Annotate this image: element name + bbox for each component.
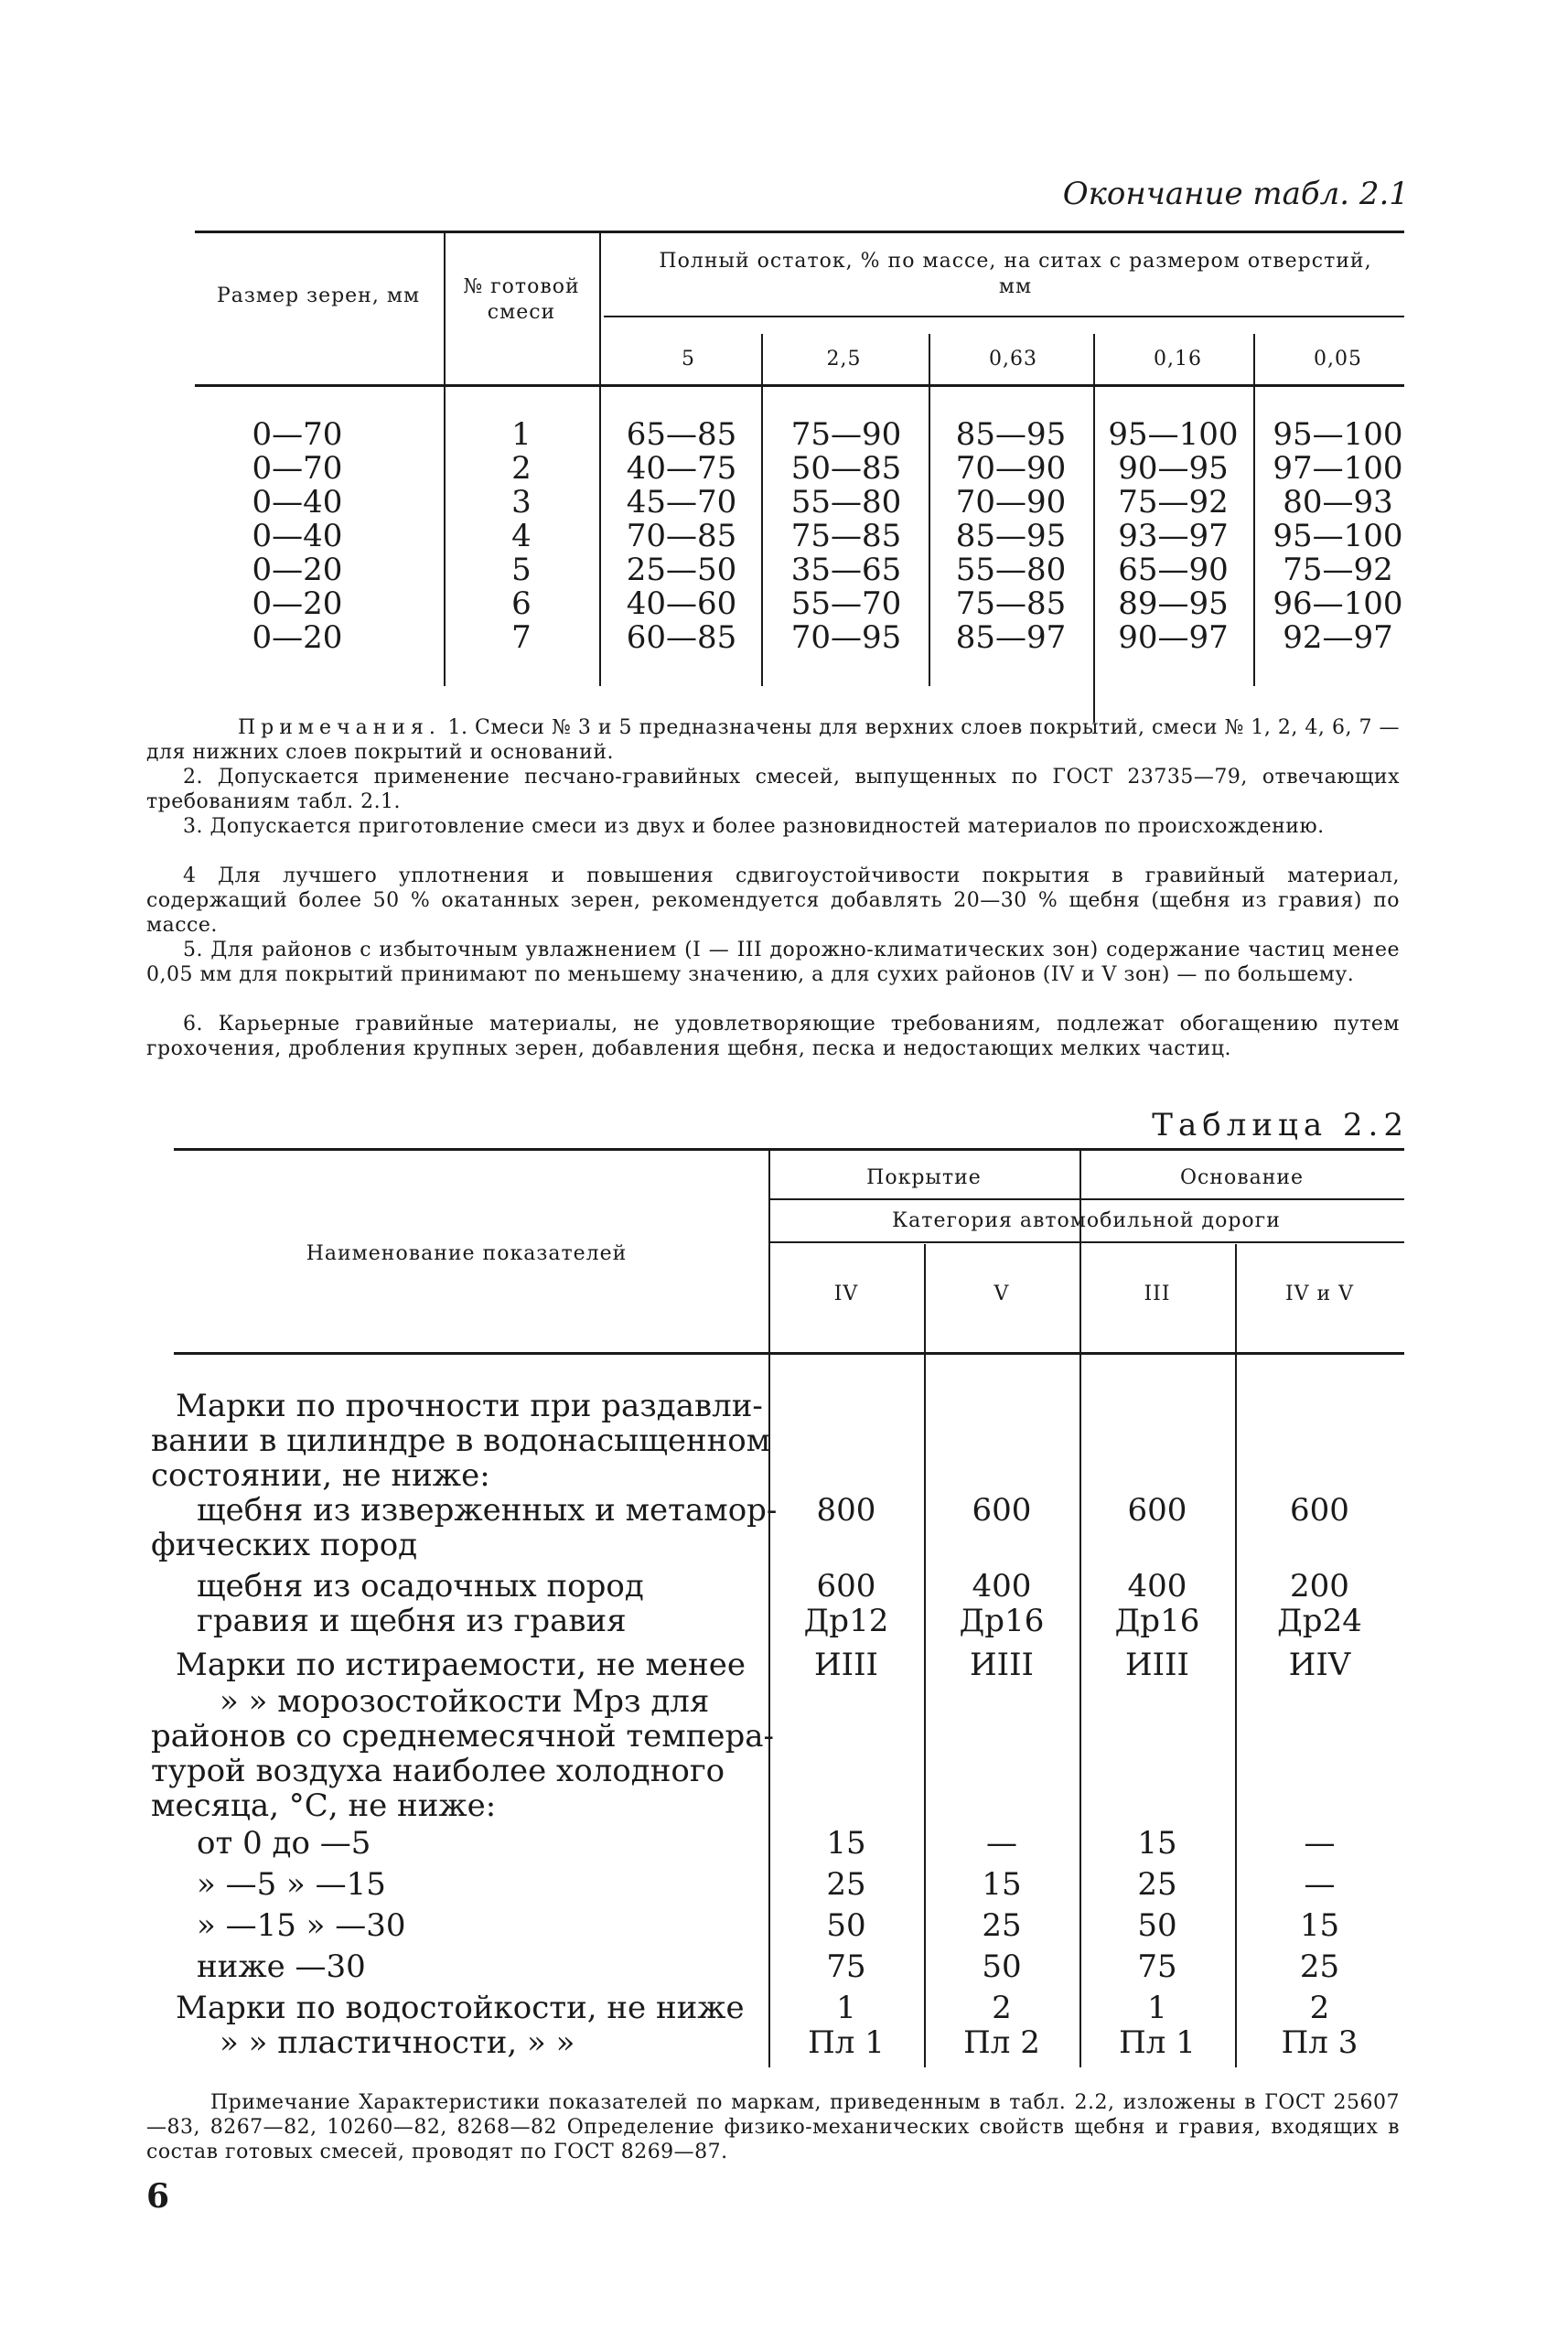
t2-header-rule-1 (768, 1198, 1404, 1200)
t2-cell: Др16 (959, 1603, 1045, 1639)
t1-cell: 75—85 (790, 518, 902, 554)
t1-note-5: 5. Для районов с избыточным увлажнением (I — III дорожно-климатических зон) содержание частиц менее 0,05 мм для покрытий принимают по меньшему значению, а для сухих районов (IV и V зон) — по большему. (146, 939, 1400, 986)
t2-header-coating: Покрытие (866, 1166, 982, 1189)
t2-cell: — (986, 1825, 1017, 1862)
t1-note-6: 6. Карьерные гравийные материалы, не удовлетворяющие требованиям, подлежат обогащению путем грохочения, дробления крупных зерен, добавления щебня, песка и недостающих мелких частиц. (146, 1013, 1400, 1060)
t1-cell: 95—100 (1273, 518, 1403, 554)
t2-cell: Др24 (1277, 1603, 1362, 1639)
t1-sieve-4: 0,16 (1154, 348, 1202, 370)
t1-cell: 70—90 (955, 450, 1067, 487)
t1-cell: 60—85 (626, 619, 737, 656)
t1-cell: 75—85 (955, 585, 1067, 622)
t1-sieve-3: 0,63 (989, 348, 1037, 370)
t2-cell: ИIV (1288, 1647, 1351, 1683)
t2-cell: ИIII (1125, 1647, 1189, 1683)
t1-cell: 89—95 (1118, 585, 1229, 622)
t2-cell: 50 (1137, 1907, 1177, 1944)
t1-note-2: 2. Допускается применение песчано-гравийных смесей, выпущенных по ГОСТ 23735—79, отвечающих требованиям табл. 2.1. (146, 766, 1400, 813)
t2-cell: 2 (992, 1990, 1012, 2026)
t1-cell: 50—85 (790, 450, 902, 487)
t1-header-size: Размер зерен, мм (216, 284, 421, 307)
t1-cell: 55—80 (790, 484, 902, 521)
t2-cell: 50 (982, 1948, 1022, 1985)
t1-cell-mix: 4 (511, 518, 532, 554)
t1-cell: 92—97 (1283, 619, 1393, 656)
t2-cell: 400 (1127, 1568, 1187, 1605)
table1-top-rule (195, 231, 1404, 233)
t1-header-subrule (604, 316, 1404, 317)
t2-cell: 1 (836, 1990, 856, 2026)
t2-header-base: Основание (1179, 1166, 1305, 1189)
t1-cell: 65—90 (1118, 552, 1229, 588)
t1-vline-6 (1253, 334, 1255, 686)
t2-cell: 400 (972, 1568, 1032, 1605)
t1-cell: 80—93 (1283, 484, 1393, 521)
t1-cell-mix: 2 (511, 450, 532, 487)
t1-sieve-1: 5 (682, 348, 695, 370)
t1-cell-size: 0—20 (252, 585, 343, 622)
t1-cell: 97—100 (1273, 450, 1403, 487)
page-number: 6 (146, 2177, 170, 2216)
t1-notes-title: Примечания. (238, 716, 441, 739)
t1-cell: 75—90 (790, 416, 902, 453)
t2-cell: 15 (1299, 1907, 1340, 1944)
t1-cell: 70—85 (626, 518, 737, 554)
t1-cell: 90—97 (1118, 619, 1229, 656)
t2-row-label: ниже —30 (197, 1948, 366, 1985)
t2-cell: 600 (1127, 1492, 1187, 1529)
t2-cell: 15 (982, 1866, 1022, 1903)
t2-cat-2: V (993, 1283, 1010, 1305)
t1-cell-mix: 6 (511, 585, 532, 622)
t1-cell: 35—65 (790, 552, 902, 588)
t2-row-label: Марки по водостойкости, не ниже (176, 1990, 745, 2026)
t2-cell: 50 (826, 1907, 866, 1944)
t2-cell: 25 (826, 1866, 866, 1903)
t1-cell: 25—50 (626, 552, 737, 588)
t1-cell-mix: 3 (511, 484, 532, 521)
t2-row-label: турой воздуха наиболее холодного (151, 1753, 725, 1789)
t2-cell: 75 (826, 1948, 866, 1985)
t1-note-1 (146, 715, 1400, 765)
t2-row-label: Марки по истираемости, не менее (176, 1647, 746, 1683)
t1-vline-1 (444, 233, 446, 686)
t2-row-label: » —5 » —15 (197, 1866, 386, 1903)
t1-vline-5 (1093, 334, 1095, 723)
t1-cell-size: 0—40 (252, 484, 343, 521)
t1-cell-size: 0—20 (252, 619, 343, 656)
t2-row-label: » —15 » —30 (197, 1907, 406, 1944)
t2-cell: Пл 1 (1119, 2024, 1196, 2061)
t1-cell-size: 0—40 (252, 518, 343, 554)
t1-cell: 75—92 (1118, 484, 1229, 521)
t1-cell-mix: 7 (511, 619, 532, 656)
t1-cell: 40—60 (626, 585, 737, 622)
t1-note-1-text: 1. Смеси № 3 и 5 предназначены для верхних слоев покрытий, смеси № 1, 2, 4, 6, 7 — для нижних слоев покрытий и оснований. (146, 716, 1400, 764)
t2-cell: 25 (1299, 1948, 1340, 1985)
t1-cell-size: 0—70 (252, 450, 343, 487)
t1-cell: 70—90 (955, 484, 1067, 521)
t2-cell: 600 (816, 1568, 876, 1605)
t1-cell: 93—97 (1118, 518, 1229, 554)
t1-header-residue: Полный остаток, % по массе, на ситах с размером отверстий, мм (659, 250, 1372, 298)
t2-header-bottom-rule (174, 1352, 1404, 1355)
t2-header-name: Наименование показателей (306, 1242, 628, 1265)
t2-row-label: Марки по прочности при раздавли- (176, 1388, 763, 1424)
t1-cell: 95—100 (1108, 416, 1239, 453)
t1-note-3: 3. Допускается приготовление смеси из двух и более разновидностей материалов по происхождению. (183, 815, 1325, 838)
t1-cell: 70—95 (790, 619, 902, 656)
table2-top-rule (174, 1148, 1404, 1151)
t2-cell: 200 (1290, 1568, 1349, 1605)
t2-cell: 75 (1137, 1948, 1177, 1985)
t1-cell: 55—70 (790, 585, 902, 622)
t1-cell: 45—70 (626, 484, 737, 521)
t1-cell-mix: 1 (511, 416, 532, 453)
t2-cat-3: III (1144, 1283, 1171, 1305)
t1-cell: 40—75 (626, 450, 737, 487)
t2-cat-1: IV (833, 1283, 859, 1305)
t1-cell-size: 0—70 (252, 416, 343, 453)
t1-cell-mix: 5 (511, 552, 532, 588)
t1-note-4: 4 Для лучшего уплотнения и повышения сдвигоустойчивости покрытия в гравийный материал, содержащий более 50 % окатанных зерен, рекомендуется добавлять 20—30 % щебня (щебня из гравия) по массе. (146, 864, 1400, 937)
t1-cell-size: 0—20 (252, 552, 343, 588)
t2-cell: ИIII (970, 1647, 1034, 1683)
t2-row-label: вании в цилиндре в водонасыщенном (151, 1422, 771, 1459)
t2-header-category: Категория автомобильной дороги (892, 1209, 1281, 1232)
t1-cell: 75—92 (1283, 552, 1393, 588)
t2-row-label: щебня из изверженных и метамор- (197, 1492, 778, 1529)
t1-header-bottom-rule (195, 384, 1404, 387)
t1-cell: 85—95 (955, 416, 1067, 453)
t1-cell: 65—85 (626, 416, 737, 453)
t2-cell: — (1304, 1866, 1336, 1903)
t2-cell: 600 (1290, 1492, 1349, 1529)
t2-cell: 1 (1147, 1990, 1167, 2026)
t2-cell: ИIII (814, 1647, 878, 1683)
t1-sieve-5: 0,05 (1314, 348, 1362, 370)
t2-note: Примечание Характеристики показателей по маркам, приведенным в табл. 2.2, изложены в ГОСТ 25607—83, 8267—82, 10260—82, 8268—82 Определение физико-механических свойств щебня и гравия, входящих в состав готовых смесей, проводят по ГОСТ 8269—87. (146, 2091, 1400, 2163)
t1-cell: 85—95 (955, 518, 1067, 554)
t1-cell: 90—95 (1118, 450, 1229, 487)
t1-vline-2 (599, 233, 601, 686)
table2-caption: Таблица 2.2 (1152, 1107, 1409, 1143)
t2-row-label: состоянии, не ниже: (151, 1457, 490, 1494)
t1-cell: 55—80 (955, 552, 1067, 588)
t2-cell: 600 (972, 1492, 1032, 1529)
t2-cell: Пл 2 (963, 2024, 1040, 2061)
t2-row-label: месяца, °С, не ниже: (151, 1787, 497, 1824)
t2-cell: 25 (1137, 1866, 1177, 1903)
t2-cell: 800 (816, 1492, 876, 1529)
t2-cell: 2 (1309, 1990, 1330, 2026)
table1-caption: Окончание табл. 2.1 (1062, 176, 1409, 212)
t1-cell: 95—100 (1273, 416, 1403, 453)
t2-cell: Пл 3 (1281, 2024, 1359, 2061)
t2-cell: 25 (982, 1907, 1022, 1944)
t2-row-label: щебня из осадочных пород (197, 1568, 644, 1605)
t1-cell: 85—97 (955, 619, 1067, 656)
t2-row-label: от 0 до —5 (197, 1825, 371, 1862)
t2-cell: — (1304, 1825, 1336, 1862)
t2-cell: Др16 (1114, 1603, 1200, 1639)
t1-vline-4 (929, 334, 930, 686)
t2-row-label: » » морозостойкости Мрз для (220, 1683, 710, 1720)
t2-row-label: гравия и щебня из гравия (197, 1603, 627, 1639)
t2-cat-4: IV и V (1284, 1283, 1355, 1305)
t1-cell: 96—100 (1273, 585, 1403, 622)
t1-sieve-2: 2,5 (826, 348, 862, 370)
t2-cell: Др12 (803, 1603, 889, 1639)
t2-row-label: районов со среднемесячной темпера- (151, 1718, 775, 1755)
t1-vline-3 (761, 334, 763, 686)
t2-row-label: » » пластичности, » » (220, 2024, 575, 2061)
t2-cell: 15 (826, 1825, 866, 1862)
t2-cell: Пл 1 (808, 2024, 885, 2061)
t2-row-label: фических пород (151, 1527, 418, 1563)
t2-cell: 15 (1137, 1825, 1177, 1862)
t2-header-rule-2 (768, 1241, 1404, 1243)
t1-header-mix: № готовой смеси (463, 275, 580, 324)
